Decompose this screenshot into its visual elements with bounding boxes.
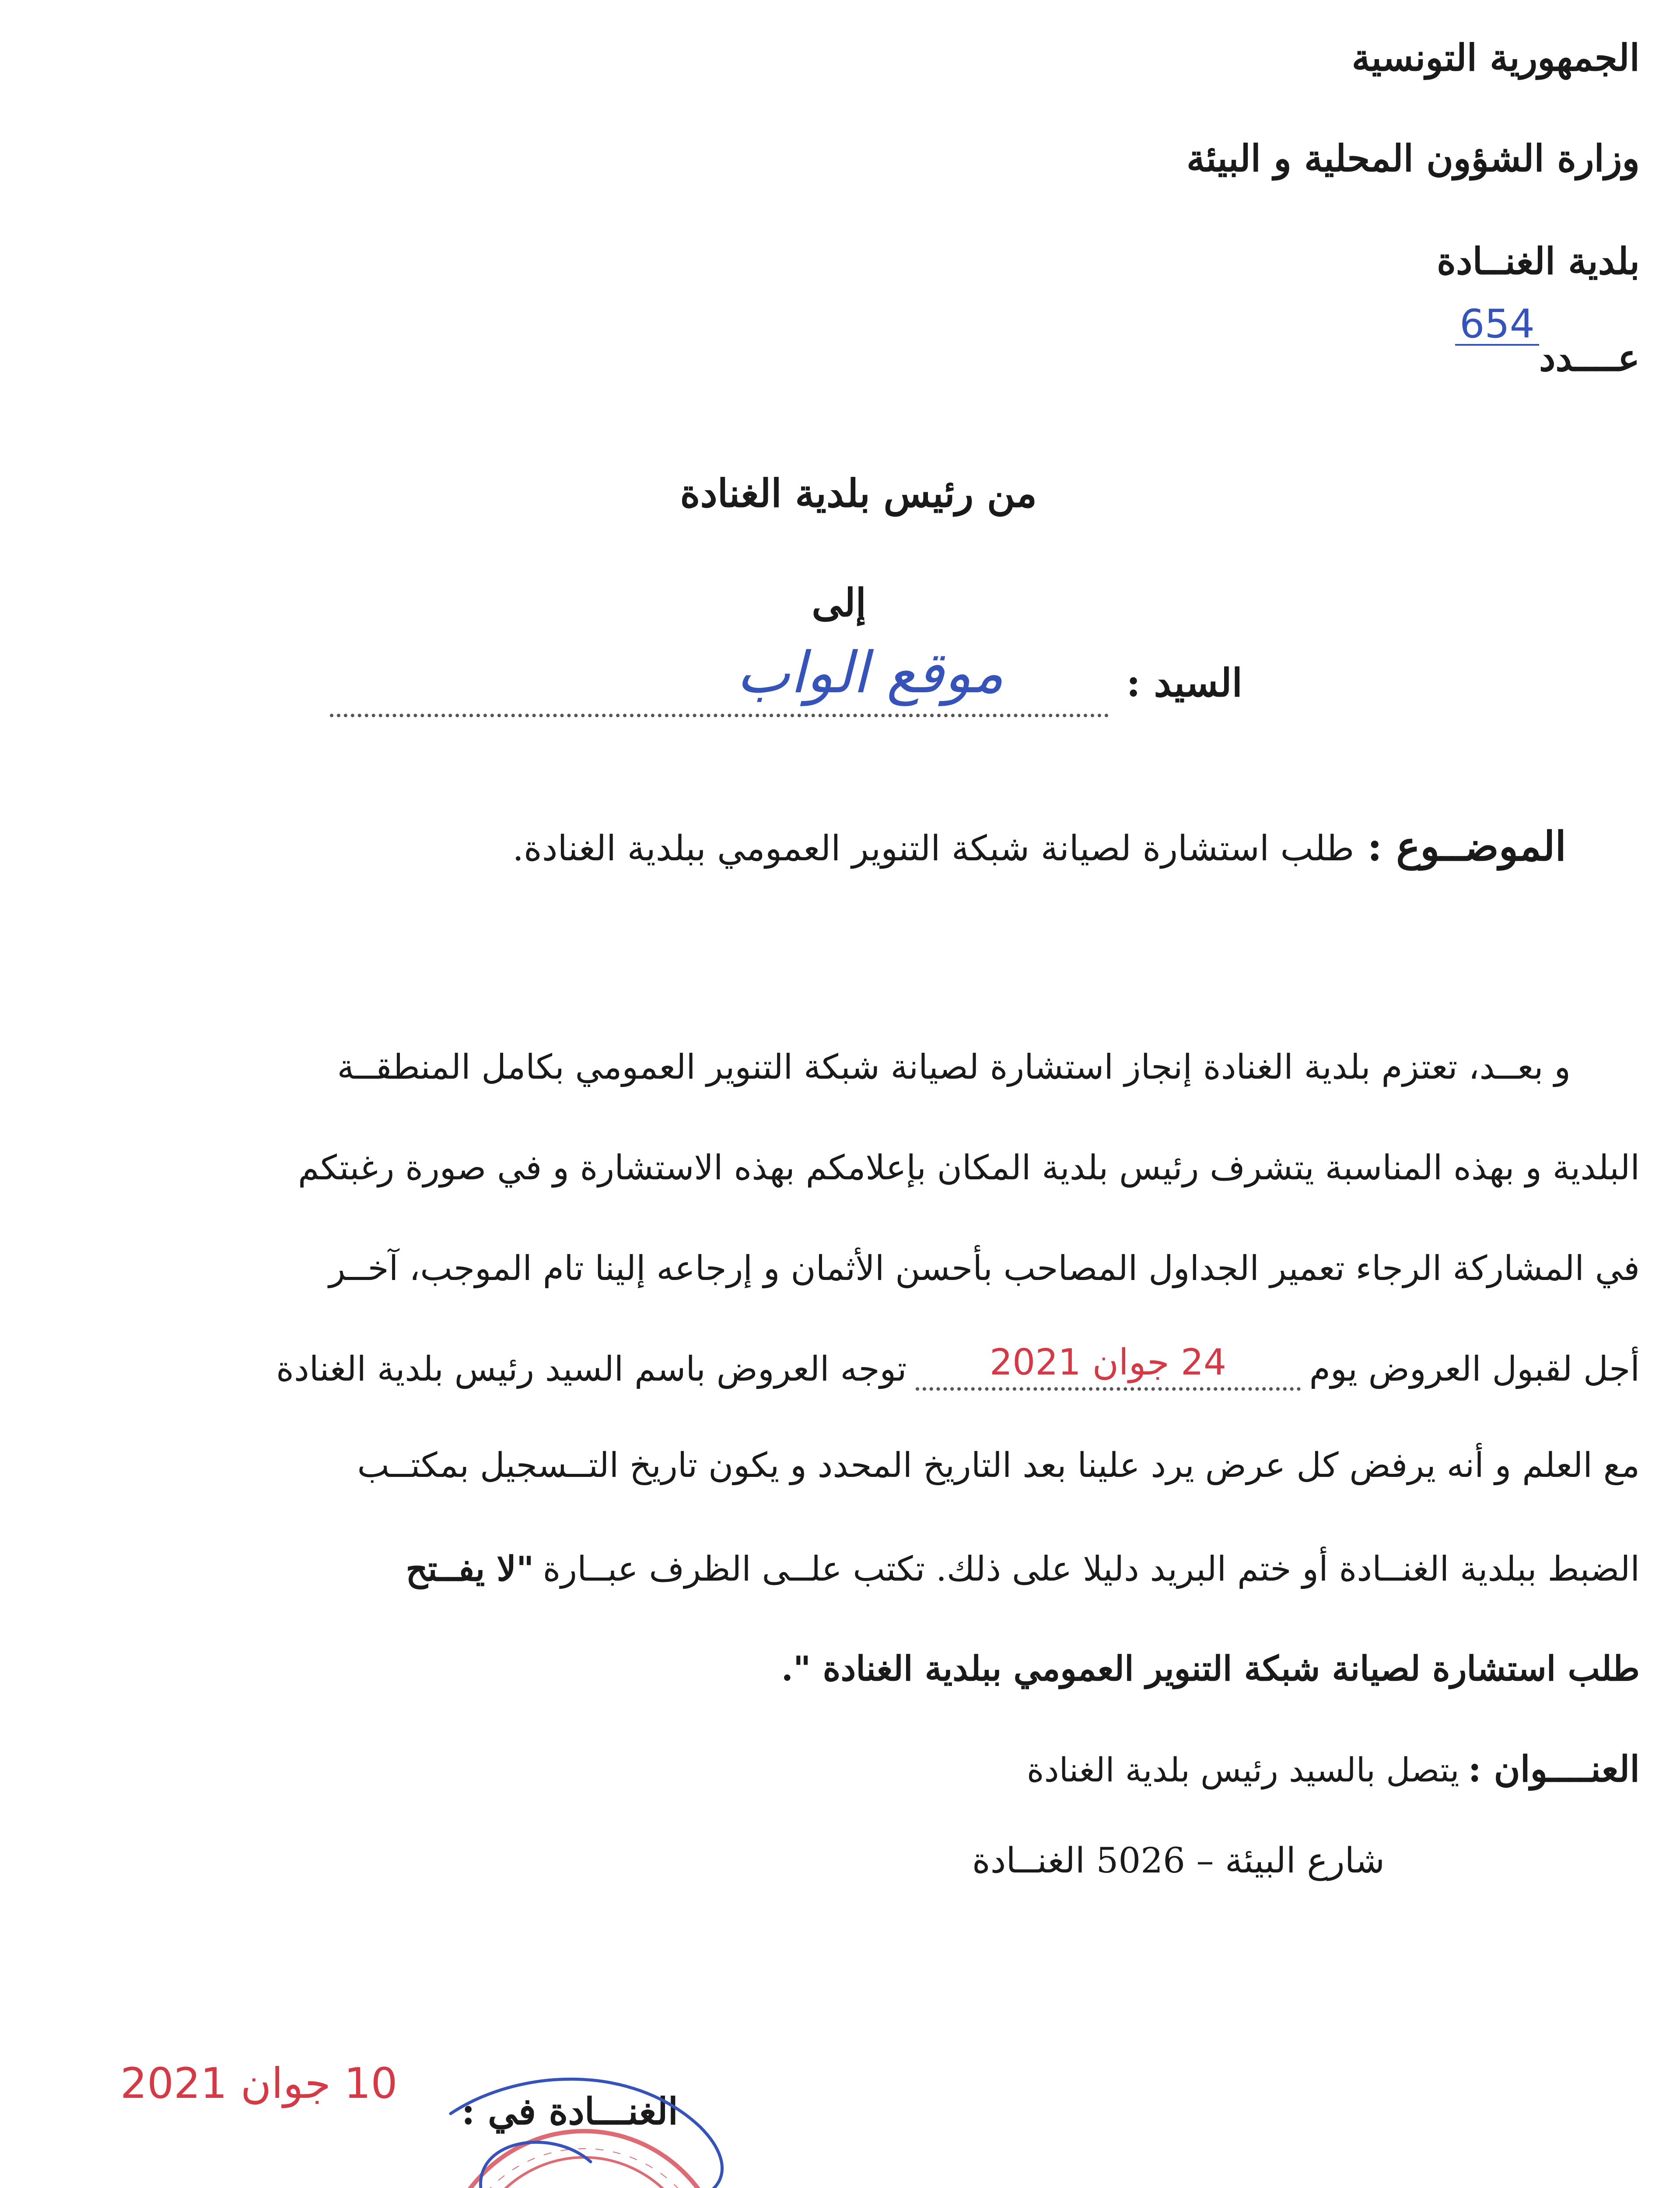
reference-number-row [1455, 301, 1640, 379]
seal-icon [440, 2131, 728, 2188]
reference-number-handwritten: 654 [1455, 305, 1539, 346]
official-seal-and-signature [385, 2061, 788, 2188]
body-line-3: في المشاركة الرجاء تعمير الجداول المصاحب بأحسن الأثمان و إرجاعه إلينا تام الموجب، آخــر [329, 1249, 1640, 1288]
body-line-6-bold: "لا يفــتح [406, 1549, 534, 1589]
deadline-stamp-date: 24 جوان 2021 [989, 1342, 1227, 1383]
sender-line: من رئيس بلدية الغنادة [680, 470, 1037, 516]
subject-label: الموضــوع : [1367, 823, 1566, 870]
body-line-5: مع العلم و أنه يرفض كل عرض يرد علينا بعد التاريخ المحدد و يكون تاريخ التــسجيل بمكتــب [357, 1446, 1640, 1485]
body-line-6 [406, 1549, 1640, 1589]
subject-text: طلب استشارة لصيانة شبكة التنوير العمومي ببلدية الغنادة. [512, 828, 1354, 869]
subject-row [513, 823, 1566, 870]
recipient-label: السيد : [1126, 660, 1242, 705]
address-line-1: يتصل بالسيد رئيس بلدية الغنادة [1026, 1750, 1460, 1789]
header-ministry: وزارة الشؤون المحلية و البيئة [1186, 137, 1640, 180]
body-line-4-end: توجه العروض باسم السيد رئيس بلدية الغنادة [276, 1350, 907, 1389]
header-municipality: بلدية الغنــادة [1437, 239, 1640, 283]
recipient-row [330, 639, 1242, 718]
signature-date-stamp: 10 جوان 2021 [120, 2059, 398, 2108]
address-line-2: شارع البيئة – 5026 الغنــادة [972, 1840, 1385, 1881]
deadline-field [916, 1342, 1301, 1391]
body-line-7: طلب استشارة لصيانة شبكة التنوير العمومي ببلدية الغنادة ". [781, 1649, 1640, 1689]
body-line-4-start: أجل لقبول العروض يوم [1309, 1350, 1640, 1389]
recipient-handwritten: موقع الواب [736, 639, 1004, 706]
body-line-2: البلدية و بهذه المناسبة يتشرف رئيس بلدية المكان بإعلامكم بهذه الاستشارة و في صورة رغبتكم [298, 1148, 1640, 1188]
address-row [1027, 1748, 1640, 1790]
address-label: العنــــوان : [1468, 1748, 1640, 1790]
body-line-6-text: الضبط ببلدية الغنــادة أو ختم البريد دليلا على ذلك. تكتب علــى الظرف عبــارة [542, 1550, 1640, 1589]
to-label: إلى [812, 580, 866, 625]
signature-place-label: الغنـــادة في : [461, 2090, 678, 2133]
reference-label: عــــدد [1539, 336, 1640, 379]
header-country: الجمهورية التونسية [1351, 36, 1640, 79]
body-line-1: و بعــد، تعتزم بلدية الغنادة إنجاز استشارة لصيانة شبكة التنوير العمومي بكامل المنطقــة [337, 1048, 1571, 1087]
body-line-4 [276, 1342, 1640, 1391]
recipient-field [330, 639, 1109, 717]
